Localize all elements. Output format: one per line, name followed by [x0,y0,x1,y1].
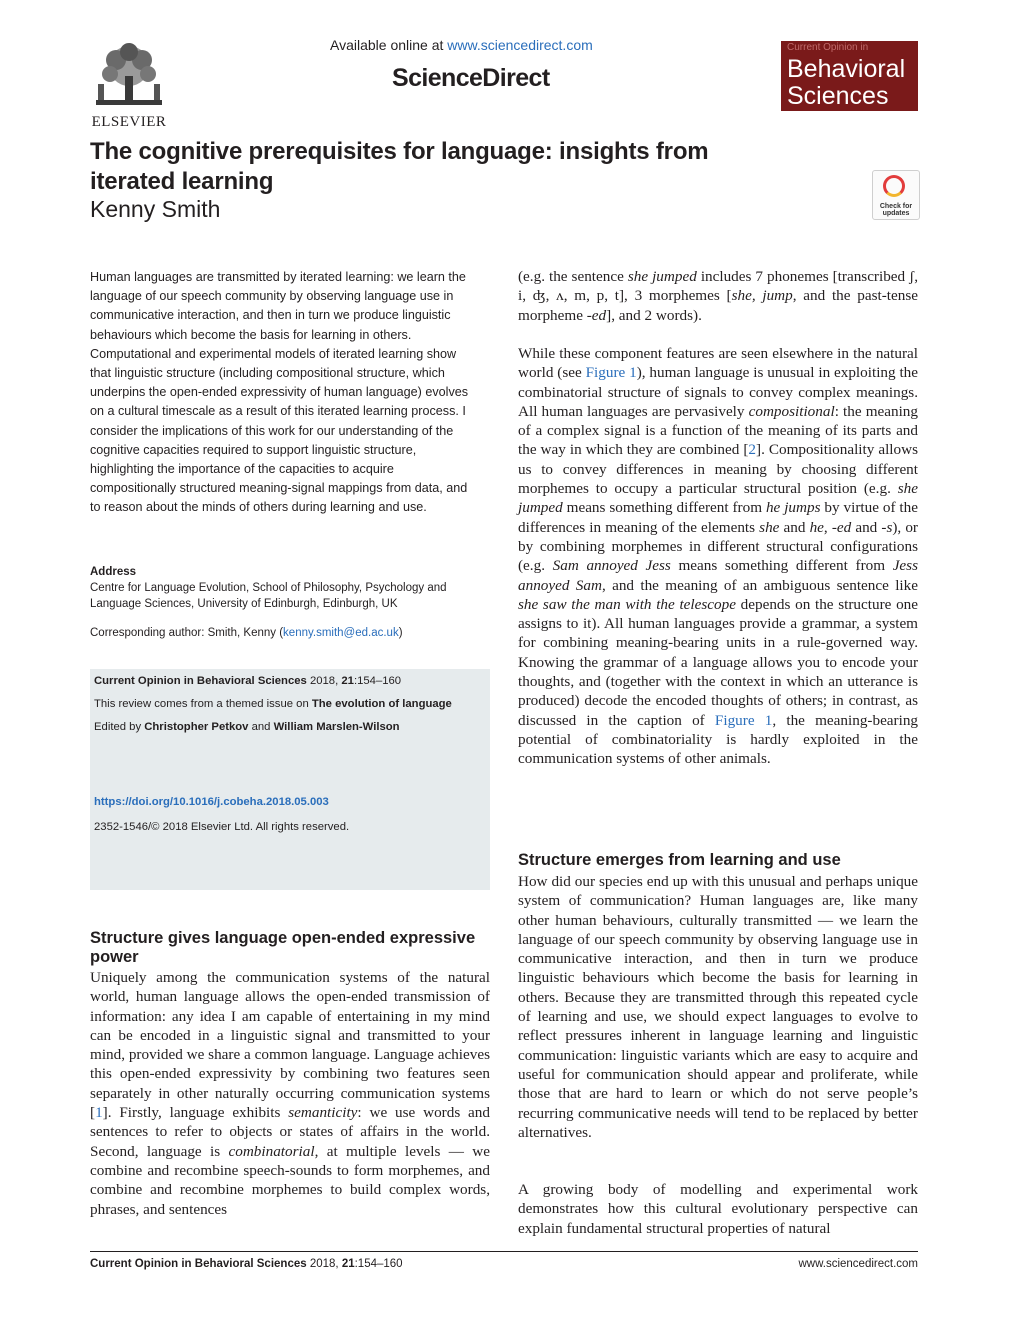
section-heading-structure-emerges: Structure emerges from learning and use [518,851,841,869]
crossmark-line1: Check for [879,203,913,210]
info-doi [94,796,329,808]
term-combinatorial: combinatorial [228,1142,315,1160]
text-run: ), or by combining morphemes in different structural configurations (e.g. [518,518,918,575]
elsevier-tree-icon [86,40,172,112]
journal-logo-small: Current Opinion in [787,42,869,53]
example-ed: -ed [831,518,852,536]
text-run: : we use words and sentences to refer to objects or states of affairs in the world. Second, language is [90,1104,490,1160]
article-author: Kenny Smith [90,196,221,222]
info-citation [94,675,401,687]
footer-pages: :154–160 [354,1258,403,1270]
example-she-jumped: she jumped [627,268,697,285]
address-label: Address [90,566,137,578]
text-run: includes 7 phonemes [transcribed ʃ, i, ʤ, ʌ, m, p, t], 3 morphemes [ [518,268,918,305]
text-run: means something different from [670,557,893,575]
corresponding-author [90,627,403,639]
body-paragraph-structure-emerges: How did our species end up with this unusual and perhaps unique system of communication? Human languages are, like many other human behaviours, culturally transmitted — we learn the language of our speech community by observing language use in communicative interaction, and then in turn we produce linguistic behaviours which become the basis for learning in others. Because they are transmitted through this repeated cycle of learning and use, we should expect languages to evolve to reflect pressures inherent in language learning and linguistic communication: linguistic variants which are easy to acquire and useful for communication should appear and proliferate, while those that are hard to learn or which do not serve people’s recurring communicative needs will tend to be replaced by better alternatives. [518,873,918,1141]
term-semanticity: semanticity [288,1104,358,1122]
example-sam-annoyed-jess: Sam annoyed Jess [552,557,671,575]
text-run: Uniquely among the communication systems of the natural world, human language allows the open-ended transmission of information: any idea I am capable of entertaining in my mind can be encoded in a linguistic signal and transmitted to your mind, provided we share a common language. Language achieves this open-ended expressivity by combining two features seen separately in other naturally occurring communication systems [ [90,969,490,1122]
body-paragraph-compositionality [518,344,918,769]
article-info-box [90,669,490,890]
article-title: The cognitive prerequisites for language: insights from iterated learning [90,138,709,195]
text-run: , and the past-tense morpheme [518,287,918,324]
info-themed-issue [94,698,452,710]
edited-prefix: Edited by [94,721,145,733]
info-journal: Current Opinion in Behavioral Sciences [94,675,307,687]
example-she: she [759,518,780,536]
example-she-jumped: she jumped [518,480,918,517]
term-compositional: compositional [748,402,835,420]
body-paragraph-growing-body: A growing body of modelling and experimental work demonstrates how this cultural evolutionary perspective can explain fundamental structural properties of natural [518,1181,918,1237]
text-run: ]. Compositionality allows us to convey differences in meaning by choosing different morphemes to occupy a particular structural position (e.g. [518,441,918,498]
figure-1-link-caption[interactable]: Figure 1 [714,711,773,729]
ref-link-1[interactable]: 1 [95,1104,103,1122]
abstract: Human languages are transmitted by iterated learning: we learn the language of our speech community by observing language use in communicative interaction, and then in turn we produce linguistic behaviours which become the basis for learning in others. Computational and experimental models of iterated learning show that linguistic structure (including compositional structure, which underpins the open-ended expressivity of human language) evolves on a cultural timescale as a result of this iterated learning process. I consider the implications of this work for our understanding of the cognitive capacities required to support linguistic structure, highlighting the importance of the capacities to acquire compositionally structured meaning-signal mappings from data, and to reason about the minds of others during learning and use. [90,270,469,515]
text-run: and [851,518,882,536]
editor-and: and [248,721,274,733]
text-run: depends on the structure one assigns to it). All human languages provide a grammar, a system for combining meaning-bearing units in a rule-governed way. Knowing the grammar of a language allows you to encode your thoughts, and (together with the context in which an utterance is produced) decode the encoded thoughts of others; in contrast, as discussed in the caption of [518,595,918,729]
check-for-updates-badge[interactable] [872,170,920,220]
text-run: by virtue of the differences in meaning of the elements [518,499,918,536]
info-copyright: 2352-1546/© 2018 Elsevier Ltd. All rights reserved. [94,821,350,833]
text-run: : the meaning of a complex signal is a function of the meaning of its parts and the way in which they are combined [ [518,402,918,459]
doi-link[interactable]: https://doi.org/10.1016/j.cobeha.2018.05.003 [94,796,329,808]
address-text: Centre for Language Evolution, School of Philosophy, Psychology and Language Sciences, University of Edinburgh, Edinburgh, UK [90,582,447,610]
section-heading-structure-gives: Structure gives language open-ended expressive power [90,929,476,966]
body-paragraph-continuation [518,267,918,325]
text-run: , at multiple levels — we combine and recombine speech-sounds to form morphemes, and combine and recombine morphemes to build complex words, phrases, and sentences [90,1142,490,1218]
text-run: (e.g. the sentence [518,268,628,285]
ref-link-2[interactable]: 2 [748,441,757,459]
sciencedirect-link[interactable]: www.sciencedirect.com [447,37,593,53]
info-pages: :154–160 [353,675,402,687]
journal-logo [781,41,918,111]
sciencedirect-title: ScienceDirect [392,64,550,92]
info-editors [94,721,400,733]
corresponding-prefix: Corresponding author: Smith, Kenny ( [90,627,284,639]
example-he: he [809,518,824,536]
text-run: ), human language is unusual in exploiting the combinatorial structure of signals to convey complex meanings. All human languages are pervasively [518,364,919,420]
body-paragraph-structure-gives [90,968,490,1219]
footer-url[interactable]: www.sciencedirect.com [798,1258,918,1270]
info-year: 2018, [306,675,342,687]
text-run: ], and 2 words). [606,306,702,324]
text-run: , the meaning-bearing potential of combinatoriality is hardly exploited in the communication systems of other animals. [518,711,919,768]
text-run: , [823,518,832,536]
example-she-jump: she, jump [731,287,793,305]
available-prefix: Available online at [330,37,448,53]
footer-divider [90,1251,918,1252]
crossmark-line2: updates [882,210,910,217]
example-jess-annoyed-sam: Jess annoyed Sam [518,557,918,594]
info-volume: 21 [341,675,354,687]
themed-issue-name: The evolution of language [311,698,452,710]
example-s: -s [881,518,893,536]
example-ed: -ed [586,306,607,324]
crossmark-icon [883,175,905,197]
text-run: and [779,518,810,536]
footer-citation [90,1258,403,1270]
author-email-link[interactable]: kenny.smith@ed.ac.uk [283,627,399,639]
footer-year: 2018, [306,1258,342,1270]
available-online-line [330,37,593,53]
example-he-jumps: he jumps [765,499,821,517]
footer-journal: Current Opinion in Behavioral Sciences [90,1258,307,1270]
text-run: While these component features are seen elsewhere in the natural world (see [518,345,918,382]
editor-2: William Marslen-Wilson [273,721,400,733]
example-telescope: she saw the man with the telescope [518,595,736,613]
editor-1: Christopher Petkov [144,721,249,733]
themed-prefix: This review comes from a themed issue on [94,698,312,710]
text-run: means something different from [562,499,766,517]
text-run: , and the meaning of an ambiguous sentence like [601,576,918,594]
corresponding-suffix: ) [398,627,403,639]
journal-logo-line1: Behavioral [787,55,906,83]
figure-1-link[interactable]: Figure 1 [585,364,637,382]
publisher-name: ELSEVIER [91,114,167,130]
footer-volume: 21 [341,1258,355,1270]
text-run: ]. Firstly, language exhibits [102,1104,289,1122]
journal-logo-line2: Sciences [787,82,889,110]
